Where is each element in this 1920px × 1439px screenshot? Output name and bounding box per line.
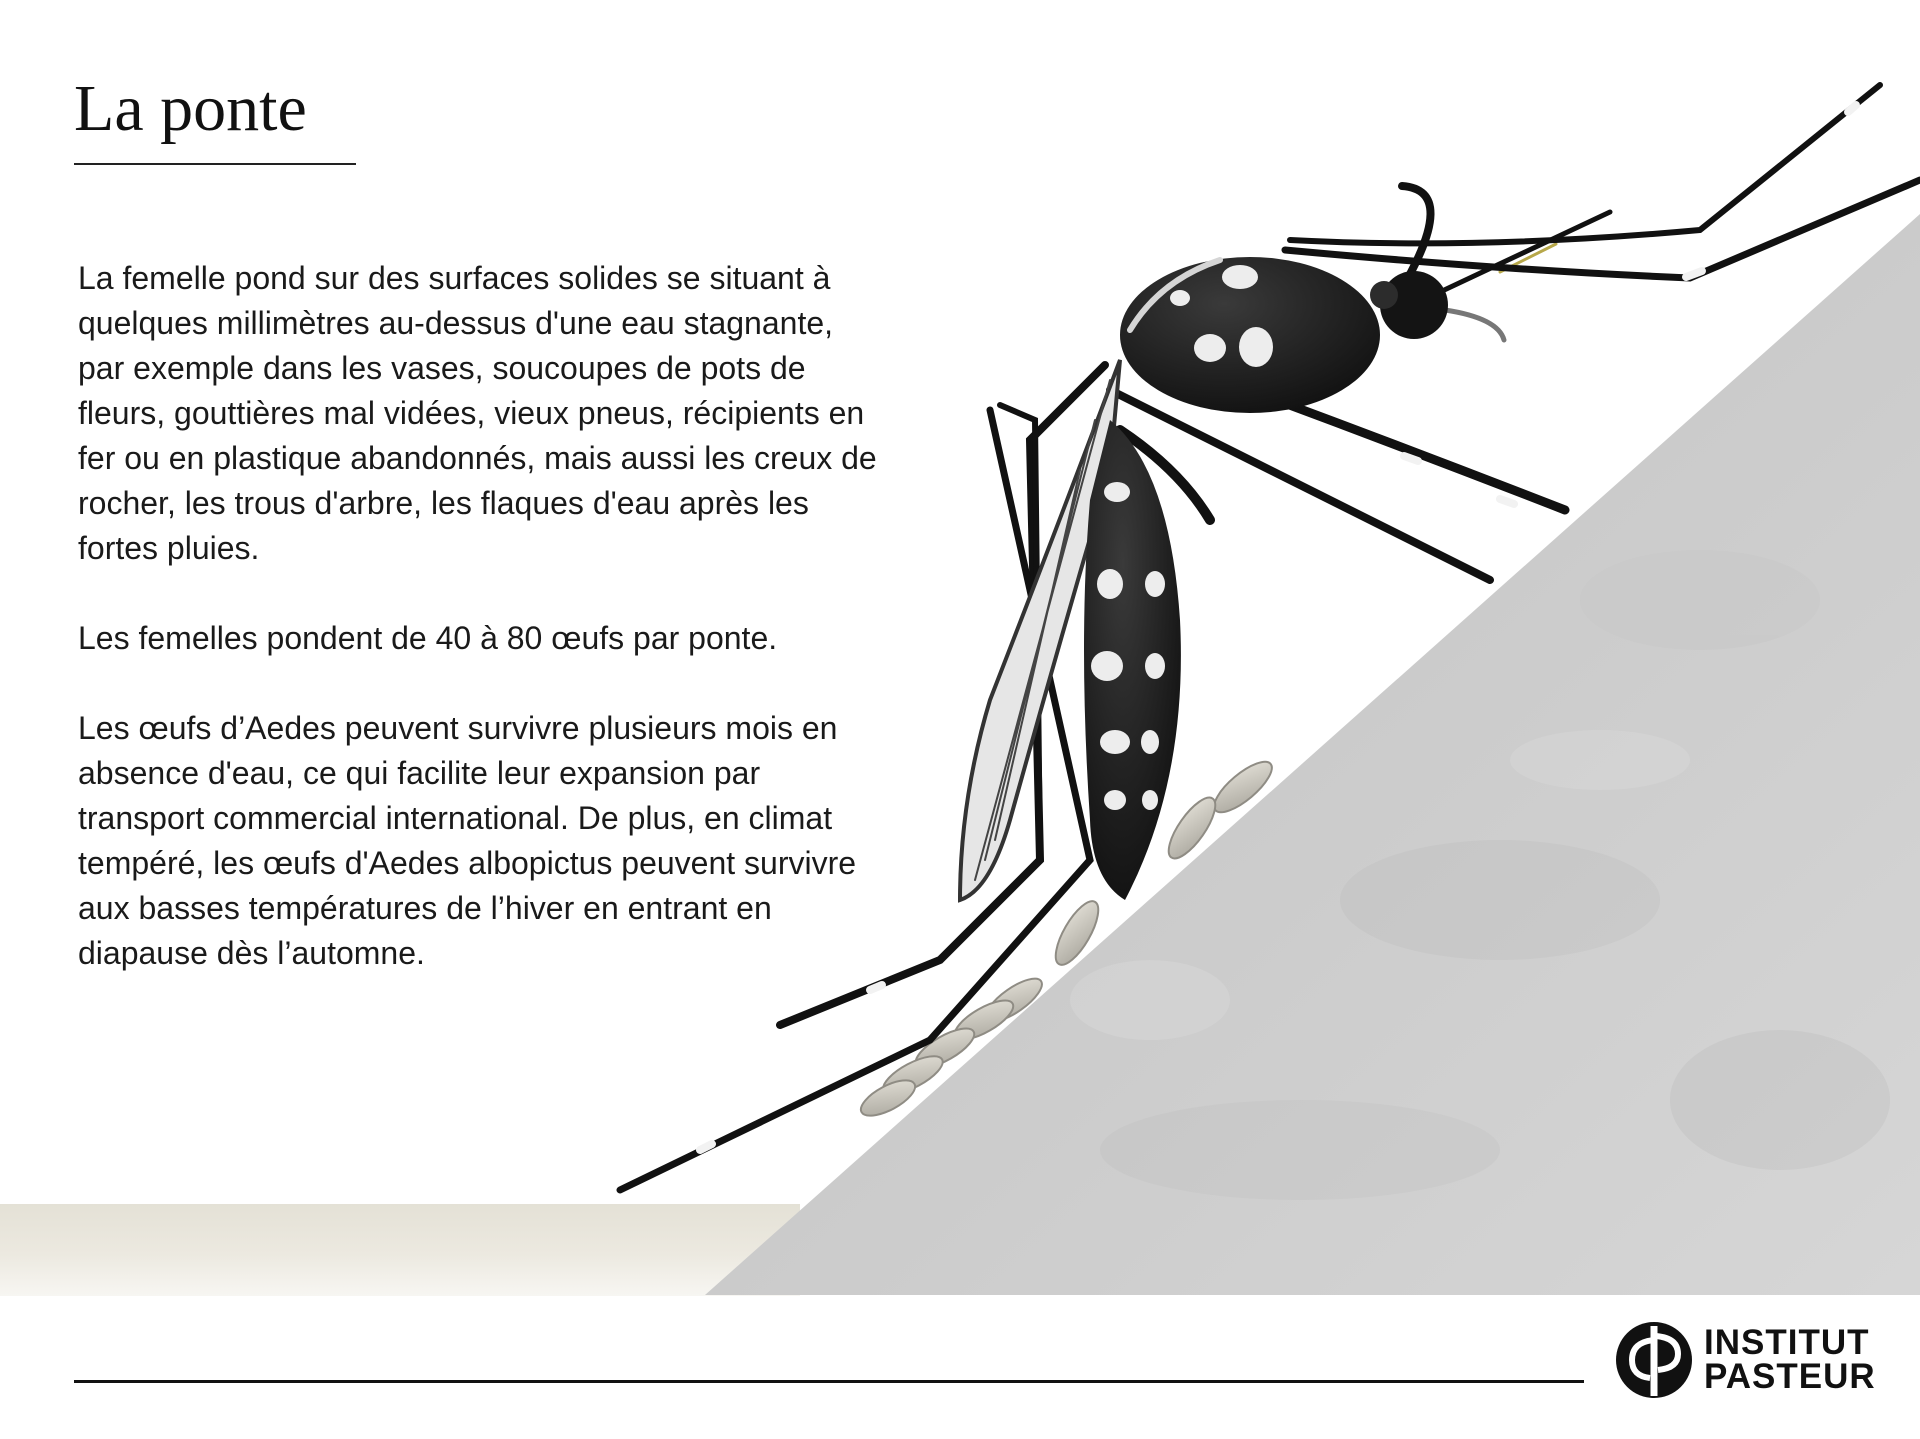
footer-rule (74, 1380, 1584, 1383)
logo-line2: PASTEUR (1704, 1357, 1876, 1396)
paragraph-laying-surfaces: La femelle pond sur des surfaces solides se situant à quelques millimètres au-dessus d'une eau stagnante, par exemple dans les vases, soucoupes de pots de fleurs, gouttières mal vidées, vieux pneus, récipients en fer ou en plastique abandonnés, mais aussi les creux de rocher, les trous d'arbre, les flaques d'eau après les fortes pluies. (78, 260, 877, 566)
paragraph-egg-survival: Les œufs d’Aedes peuvent survivre plusieurs mois en absence d'eau, ce qui facilite leur expansion par transport commercial international. De plus, en climat tempéré, les œufs d'Aedes albopictus peuvent survivre aux basses températures de l’hiver en entrant en diapause dès l’automne. (78, 710, 857, 971)
paragraph-egg-count: Les femelles pondent de 40 à 80 œufs par ponte. (78, 620, 778, 656)
institut-pasteur-logo (1612, 1318, 1876, 1402)
page-title: La ponte (74, 72, 307, 145)
logo-wordmark (1704, 1323, 1876, 1396)
logo-line1: INSTITUT (1704, 1323, 1870, 1362)
pasteur-emblem-icon (1612, 1318, 1696, 1402)
